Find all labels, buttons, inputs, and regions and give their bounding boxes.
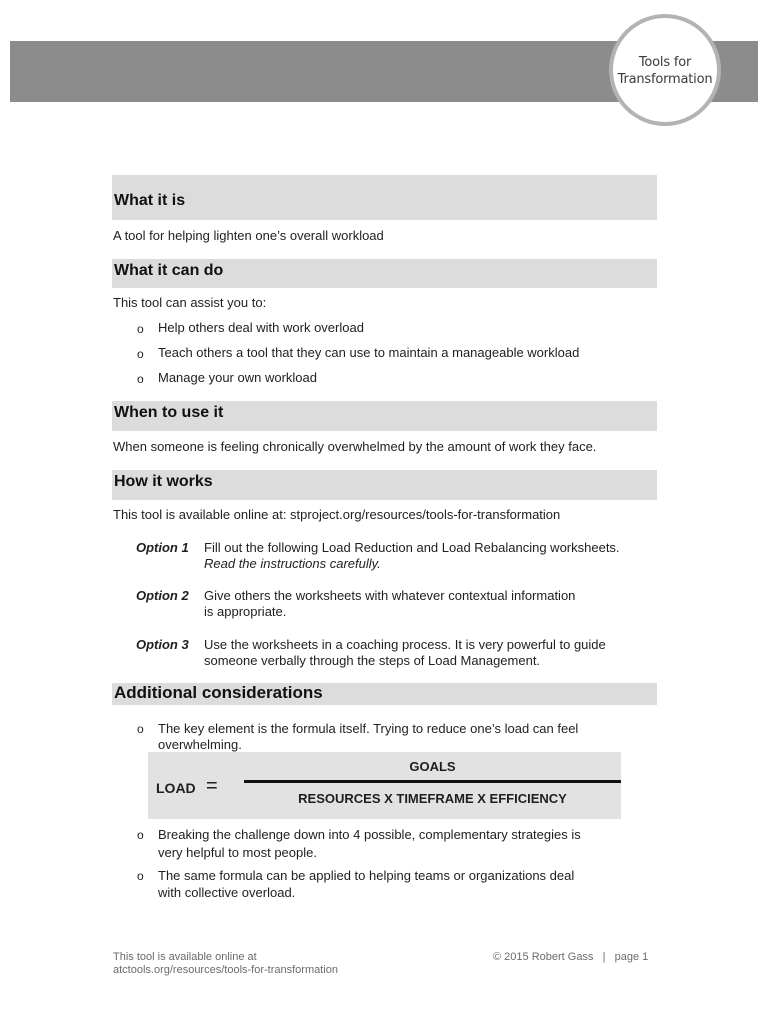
footer-copyright-page: © 2015 Robert Gass | page 1 xyxy=(493,951,649,963)
section-heading-what-it-can-do: What it can do xyxy=(112,259,657,288)
footer-online-label: This tool is available online at xyxy=(113,951,257,963)
section-heading-how-it-works: How it works xyxy=(112,470,657,500)
bullet-icon: o xyxy=(137,722,144,736)
logo-line-2: Transformation xyxy=(617,72,713,87)
additional-item-2-line-2: very helpful to most people. xyxy=(158,845,317,860)
list-item: Manage your own workload xyxy=(158,370,317,385)
section-heading-what-it-is: What it is xyxy=(112,175,657,220)
option-3-line-2: someone verbally through the steps of Load Management. xyxy=(204,653,541,668)
how-it-works-intro: This tool is available online at: stproject.org/resources/tools-for-transformation xyxy=(113,507,561,522)
section-heading-additional-considerations: Additional considerations xyxy=(112,683,657,705)
additional-item-3-line-2: with collective overload. xyxy=(158,885,296,900)
option-3-line-1: Use the worksheets in a coaching process. It is very powerful to guide xyxy=(204,637,606,652)
logo-line-1: Tools for xyxy=(638,55,692,70)
when-to-use-body: When someone is feeling chronically overwhelmed by the amount of work they face. xyxy=(113,439,597,454)
formula-lhs: LOAD xyxy=(156,780,196,796)
option-2-label: Option 2 xyxy=(136,588,189,603)
option-1-line-2: Read the instructions carefully. xyxy=(204,556,381,571)
what-it-is-body: A tool for helping lighten one’s overall workload xyxy=(113,228,384,243)
formula-fraction-bar xyxy=(244,780,621,783)
bullet-icon: o xyxy=(137,372,144,386)
list-item: Help others deal with work overload xyxy=(158,320,364,335)
formula-denominator: RESOURCES X TIMEFRAME X EFFICIENCY xyxy=(298,791,567,806)
what-it-can-do-intro: This tool can assist you to: xyxy=(113,295,267,310)
bullet-icon: o xyxy=(137,828,144,842)
bullet-icon: o xyxy=(137,347,144,361)
logo xyxy=(609,54,721,88)
option-1-label: Option 1 xyxy=(136,540,189,555)
list-item: Teach others a tool that they can use to maintain a manageable workload xyxy=(158,345,580,360)
bullet-icon: o xyxy=(137,322,144,336)
additional-item-1-line-2: overwhelming. xyxy=(158,737,242,752)
option-1-line-1: Fill out the following Load Reduction and Load Rebalancing worksheets. xyxy=(204,540,620,555)
additional-item-2-line-1: Breaking the challenge down into 4 possible, complementary strategies is xyxy=(158,827,581,842)
option-3-label: Option 3 xyxy=(136,637,189,652)
formula-numerator: GOALS xyxy=(409,759,456,774)
formula-equals: = xyxy=(206,775,218,797)
option-2-line-1: Give others the worksheets with whatever contextual information xyxy=(204,588,576,603)
additional-item-1-line-1: The key element is the formula itself. Trying to reduce one’s load can feel xyxy=(158,721,579,736)
additional-item-3-line-1: The same formula can be applied to helping teams or organizations deal xyxy=(158,868,575,883)
footer-url: atctools.org/resources/tools-for-transformation xyxy=(113,964,338,976)
option-2-line-2: is appropriate. xyxy=(204,604,287,619)
bullet-icon: o xyxy=(137,869,144,883)
section-heading-when-to-use-it: When to use it xyxy=(112,401,657,431)
